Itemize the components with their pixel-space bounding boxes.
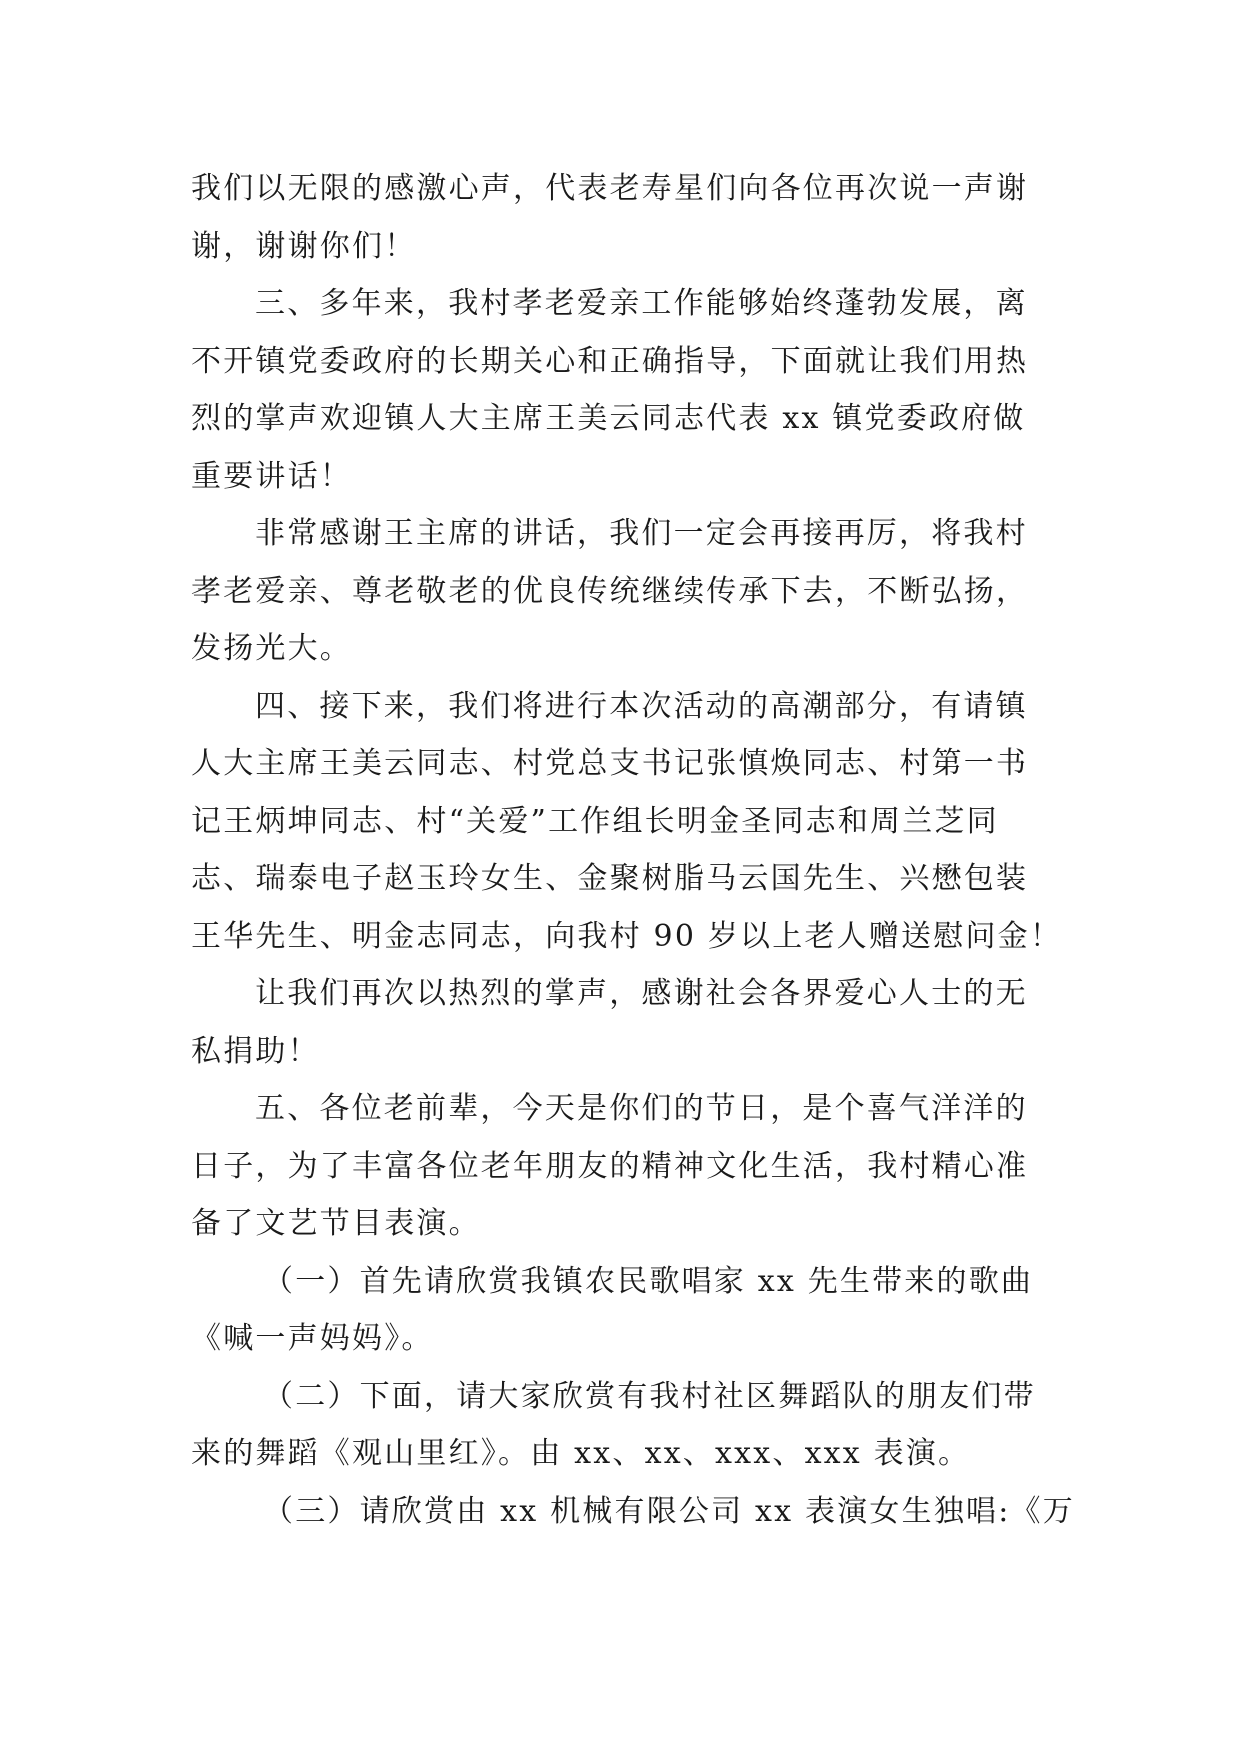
- text-line: 发扬光大。: [191, 631, 352, 666]
- text-line: 烈的掌声欢迎镇人大主席王美云同志代表 xx 镇党委政府做: [191, 401, 1026, 436]
- text-line: （一）首先请欣赏我镇农民歌唱家 xx 先生带来的歌曲: [263, 1263, 1034, 1299]
- text-line: 四、接下来，我们将进行本次活动的高潮部分，有请镇: [255, 688, 1028, 724]
- text-line: 三、多年来，我村孝老爱亲工作能够始终蓬勃发展，离: [255, 286, 1028, 321]
- text-line: 五、各位老前辈，今天是你们的节日，是个喜气洋洋的: [255, 1091, 1028, 1126]
- body-text: [191, 160, 1075, 1540]
- text-line: 日子，为了丰富各位老年朋友的精神文化生活，我村精心准: [191, 1148, 1029, 1184]
- text-line: 我们以无限的感激心声，代表老寿星们向各位再次说一声谢: [191, 171, 1029, 206]
- text-line: 备了文艺节目表演。: [191, 1206, 481, 1241]
- text-line: 私捐助！: [191, 1033, 320, 1069]
- text-line: （二）下面，请大家欣赏有我村社区舞蹈队的朋友们带: [263, 1378, 1036, 1414]
- text-line: 让我们再次以热烈的掌声，感谢社会各界爱心人士的无: [255, 976, 1028, 1011]
- text-line: 志、瑞泰电子赵玉玲女生、金聚树脂马云国先生、兴懋包装: [191, 861, 1029, 896]
- text-line: 来的舞蹈《观山里红》。由 xx、xx、xxx、xxx 表演。: [191, 1436, 971, 1471]
- text-line: 不开镇党委政府的长期关心和正确指导，下面就让我们用热: [191, 343, 1029, 379]
- text-line: 《喊一声妈妈》。: [191, 1321, 434, 1356]
- text-line: 非常感谢王主席的讲话，我们一定会再接再厉，将我村: [255, 516, 1028, 551]
- text-line: 谢，谢谢你们！: [191, 228, 417, 264]
- text-line: 记王炳坤同志、村“关爱”工作组长明金圣同志和周兰芝同: [191, 803, 999, 839]
- text-line: 孝老爱亲、尊老敬老的优良传统继续传承下去，不断弘扬，: [191, 573, 1029, 609]
- text-line: （三）请欣赏由 xx 机械有限公司 xx 表演女生独唱:《万: [263, 1493, 1075, 1529]
- text-line: 重要讲话！: [191, 458, 352, 494]
- text-line: 人大主席王美云同志、村党总支书记张慎焕同志、村第一书: [191, 746, 1029, 781]
- text-line: 王华先生、明金志同志，向我村 90 岁以上老人赠送慰问金！: [191, 918, 1063, 954]
